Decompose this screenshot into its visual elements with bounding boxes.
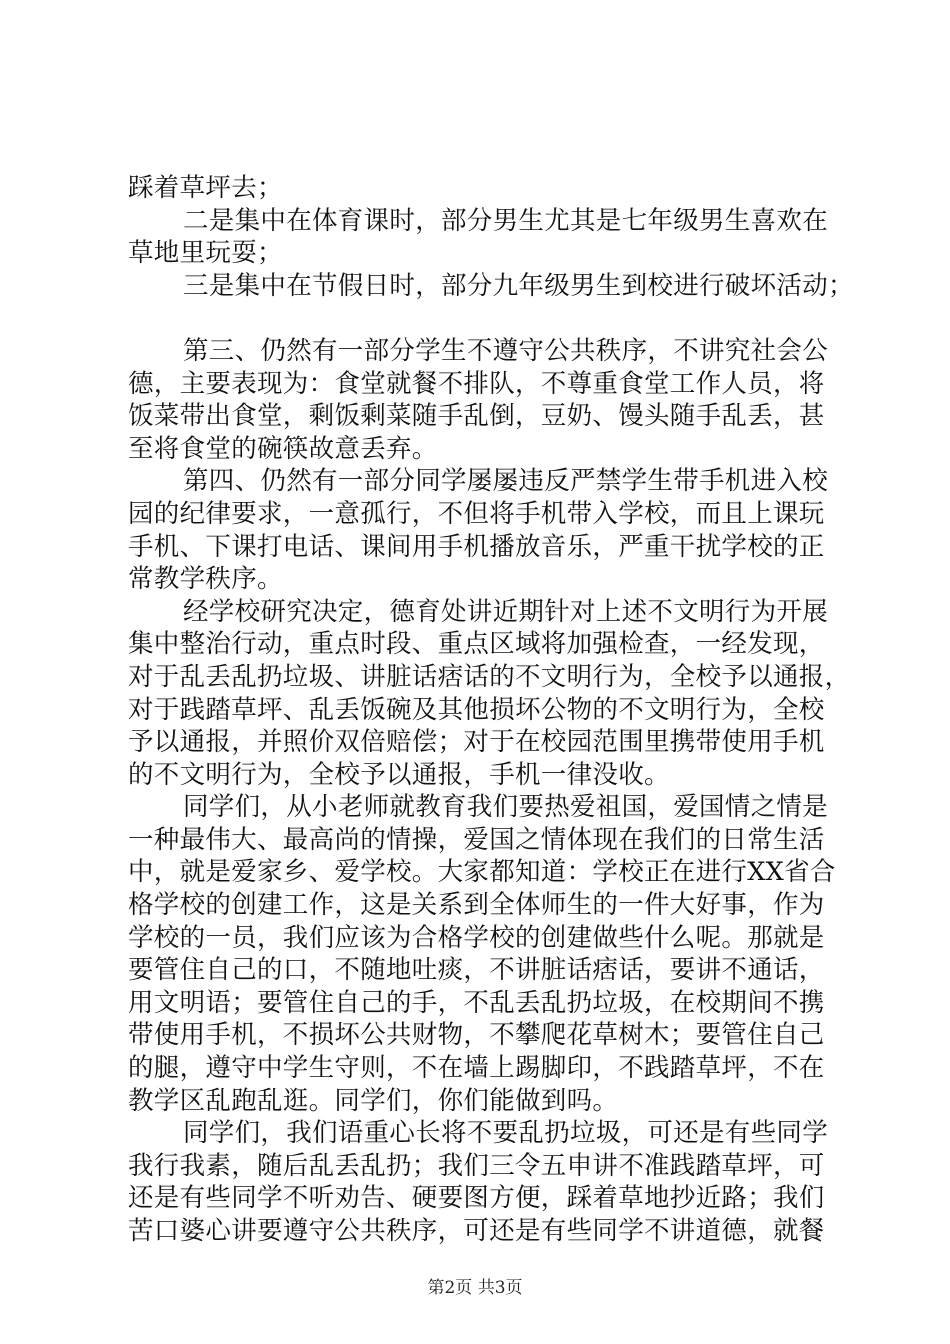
page-footer: 第2页 共3页 [427,1278,523,1298]
text-line: 园的纪律要求，一意孤行，不但将手机带入学校，而且上课玩 [128,498,825,529]
text-line: 集中整治行动，重点时段、重点区域将加强检查，一经发现， [128,629,825,660]
paragraph-start-line: 二是集中在体育课时，部分男生尤其是七年级男生喜欢在 [183,205,829,236]
text-line: 格学校的创建工作，这是关系到全体师生的一件大好事，作为 [128,890,825,921]
paragraph-start-line: 第四、仍然有一部分同学屡屡违反严禁学生带手机进入校 [183,466,829,497]
paragraph-start-line: 三是集中在节假日时，部分九年级男生到校进行破坏活动； [183,270,854,301]
text-line: 对于践踏草坪、乱丢饭碗及其他损坏公物的不文明行为，全校 [128,694,825,725]
document-body [128,172,854,1248]
text-line: 踩着草坪去； [128,173,283,203]
text-line: 我行我素，随后乱丢乱扔；我们三令五申讲不准践踏草坪，可 [128,1150,825,1181]
paragraph-start-line: 经学校研究决定，德育处讲近期针对上述不文明行为开展 [183,596,829,627]
paragraph-start-line: 同学们，从小老师就教育我们要热爱祖国，爱国情之情是 [183,792,829,823]
text-line: 的腿，遵守中学生守则，不在墙上踢脚印，不践踏草坪，不在 [128,1053,825,1084]
text-line: 对于乱丢乱扔垃圾、讲脏话痞话的不文明行为，全校予以通报， [128,661,851,692]
text-line: 至将食堂的碗筷故意丢弃。 [128,433,438,464]
text-line: 要管住自己的口，不随地吐痰，不讲脏话痞话，要讲不通话， [128,955,825,986]
text-line: 草地里玩耍； [128,238,283,269]
text-line: 苦口婆心讲要遵守公共秩序，可还是有些同学不讲道德，就餐 [128,1216,825,1246]
text-line: 饭菜带出食堂，剩饭剩菜随手乱倒，豆奶、馒头随手乱丢，甚 [128,401,825,432]
text-line: 的不文明行为，全校予以通报，手机一律没收。 [128,759,670,790]
text-line: 带使用手机，不损坏公共财物，不攀爬花草树木；要管住自己 [128,1020,825,1051]
text-line: 手机、下课打电话、课间用手机播放音乐，严重干扰学校的正 [128,531,825,562]
text-line: 常教学秩序。 [128,564,283,595]
text-line: 教学区乱跑乱逛。同学们，你们能做到吗。 [128,1085,619,1116]
text-line: 一种最伟大、最高尚的情操，爱国之情体现在我们的日常生活 [128,824,825,855]
text-line: 学校的一员，我们应该为合格学校的创建做些什么呢。那就是 [128,922,825,953]
blank-line [128,302,838,335]
text-line: 中，就是爱家乡、爱学校。大家都知道：学校正在进行XX省合 [128,857,836,888]
paragraph-start-line: 第三、仍然有一部分学生不遵守公共秩序，不讲究社会公 [183,335,829,366]
text-line: 用文明语；要管住自己的手，不乱丢乱扔垃圾，在校期间不携 [128,987,825,1018]
text-line: 还是有些同学不听劝告、硬要图方便，踩着草地抄近路；我们 [128,1183,825,1214]
text-line: 德，主要表现为：食堂就餐不排队，不尊重食堂工作人员，将 [128,368,825,399]
paragraph-start-line: 同学们，我们语重心长将不要乱扔垃圾，可还是有些同学 [183,1118,829,1149]
text-line: 予以通报，并照价双倍赔偿；对于在校园范围里携带使用手机 [128,727,825,758]
